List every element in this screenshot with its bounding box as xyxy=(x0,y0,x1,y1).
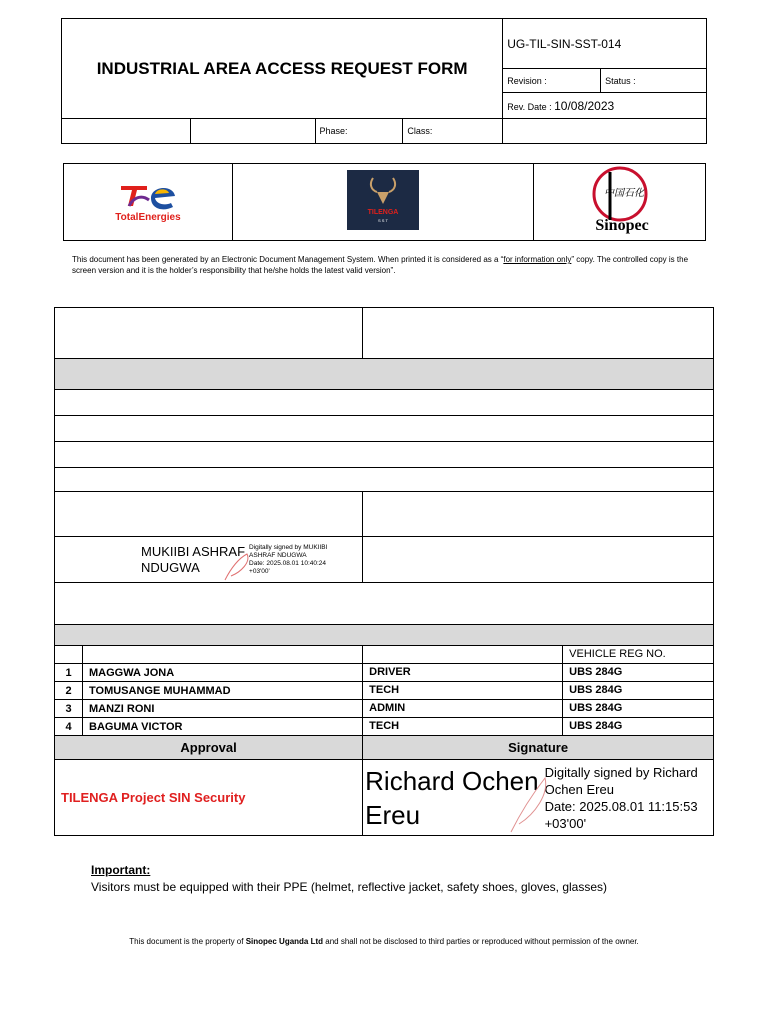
form-title: INDUSTRIAL AREA ACCESS REQUEST FORM xyxy=(62,19,503,119)
rev-date-field: Rev. Date : 10/08/2023 xyxy=(503,93,707,119)
table-row xyxy=(55,700,714,718)
revision-field: Revision : xyxy=(503,69,601,93)
vehicle-reg: UBS 284G xyxy=(569,720,623,732)
form-cell xyxy=(55,308,363,359)
header-blank-cell xyxy=(503,119,707,144)
important-heading: Important: xyxy=(91,863,151,877)
signature-header: Signature xyxy=(363,736,714,760)
approver-signature-cell xyxy=(363,760,714,836)
totalenergies-logo xyxy=(64,164,233,241)
row-number: 1 xyxy=(55,664,83,682)
important-text: Visitors must be equipped with their PPE (helmet, reflective jacket, safety shoes, gloves, glasses) xyxy=(91,880,608,894)
visitor-header-cells xyxy=(363,646,714,664)
visitor-name: TOMUSANGE MUHAMMAD xyxy=(83,682,363,700)
visitor-name: BAGUMA VICTOR xyxy=(83,718,363,736)
form-cell xyxy=(363,308,714,359)
sinopec-logo xyxy=(534,164,706,241)
logo-strip xyxy=(63,163,706,241)
visitor-name: MANZI RONI xyxy=(83,700,363,718)
class-field: Class: xyxy=(403,119,503,144)
vehicle-reg: UBS 284G xyxy=(569,702,623,714)
important-note xyxy=(91,863,607,894)
table-row xyxy=(55,682,714,700)
row-number: 3 xyxy=(55,700,83,718)
visitor-role: DRIVER xyxy=(363,664,563,681)
header-blank-cell xyxy=(62,119,191,144)
document-code: UG-TIL-SIN-SST-014 xyxy=(503,19,707,69)
form-row xyxy=(55,583,714,625)
section-header-bar xyxy=(55,625,714,646)
access-request-form xyxy=(54,307,714,836)
form-row xyxy=(55,468,714,492)
form-cell xyxy=(55,646,83,664)
visitor-name: MAGGWA JONA xyxy=(83,664,363,682)
approver-name: TILENGA Project SIN Security xyxy=(55,760,363,836)
approval-header: Approval xyxy=(55,736,363,760)
vehicle-reg: UBS 284G xyxy=(569,684,623,696)
table-row xyxy=(55,664,714,682)
status-field: Status : xyxy=(601,69,707,93)
table-row xyxy=(55,718,714,736)
row-number: 4 xyxy=(55,718,83,736)
phase-field: Phase: xyxy=(315,119,403,144)
requester-signature-cell xyxy=(55,537,363,583)
signature-mark-icon xyxy=(505,766,555,836)
signature-mark-icon xyxy=(221,548,261,584)
form-row xyxy=(55,416,714,442)
svg-text:TotalEnergies: TotalEnergies xyxy=(115,211,181,223)
form-cell xyxy=(55,492,363,537)
vehicle-reg-header: VEHICLE REG NO. xyxy=(569,648,666,660)
footer-company: Sinopec Uganda Ltd xyxy=(245,937,324,946)
section-header-bar xyxy=(55,359,714,390)
form-cell xyxy=(363,492,714,537)
tilenga-logo xyxy=(232,164,533,241)
form-cell xyxy=(83,646,363,664)
requester-signature-name: MUKIIBI ASHRAF NDUGWA xyxy=(141,543,246,575)
document-footer: This document is the property of Sinopec Uganda Ltd and shall not be disclosed to third parties or reproduced without permission of the owner. xyxy=(129,937,639,946)
notice-underlined-text: for information only xyxy=(503,255,572,264)
visitor-role: TECH xyxy=(363,718,563,735)
header-blank-cell xyxy=(190,119,315,144)
vehicle-reg: UBS 284G xyxy=(569,666,623,678)
document-header xyxy=(61,18,707,144)
svg-text:TILENGA: TILENGA xyxy=(367,208,399,216)
rev-date-value: 10/08/2023 xyxy=(554,98,615,113)
row-number: 2 xyxy=(55,682,83,700)
svg-text:Sinopec: Sinopec xyxy=(594,216,649,234)
approver-signature-note: Digitally signed by Richard Ochen Ereu Date: 2025.08.01 11:15:53 +03'00' xyxy=(544,764,698,831)
form-row xyxy=(55,390,714,416)
document-notice: This document has been generated by an Electronic Document Management System. When printed it is considered as a “for information only” copy. The controlled copy is the screen version and it is the holder’s responsibility that he/she holds the latest valid version”. xyxy=(72,255,689,275)
visitor-role: ADMIN xyxy=(363,700,563,717)
approver-signature-name: Richard Ochen Ereu xyxy=(365,765,539,830)
form-row xyxy=(55,442,714,468)
visitor-role: TECH xyxy=(363,682,563,699)
requester-signature-note: Digitally signed by MUKIIBI ASHRAF NDUGWA Date: 2025.08.01 10:40:24 +03'00' xyxy=(249,543,328,575)
form-cell xyxy=(363,537,714,583)
svg-text:中国石化: 中国石化 xyxy=(603,187,644,199)
svg-text:S S T: S S T xyxy=(378,217,388,223)
